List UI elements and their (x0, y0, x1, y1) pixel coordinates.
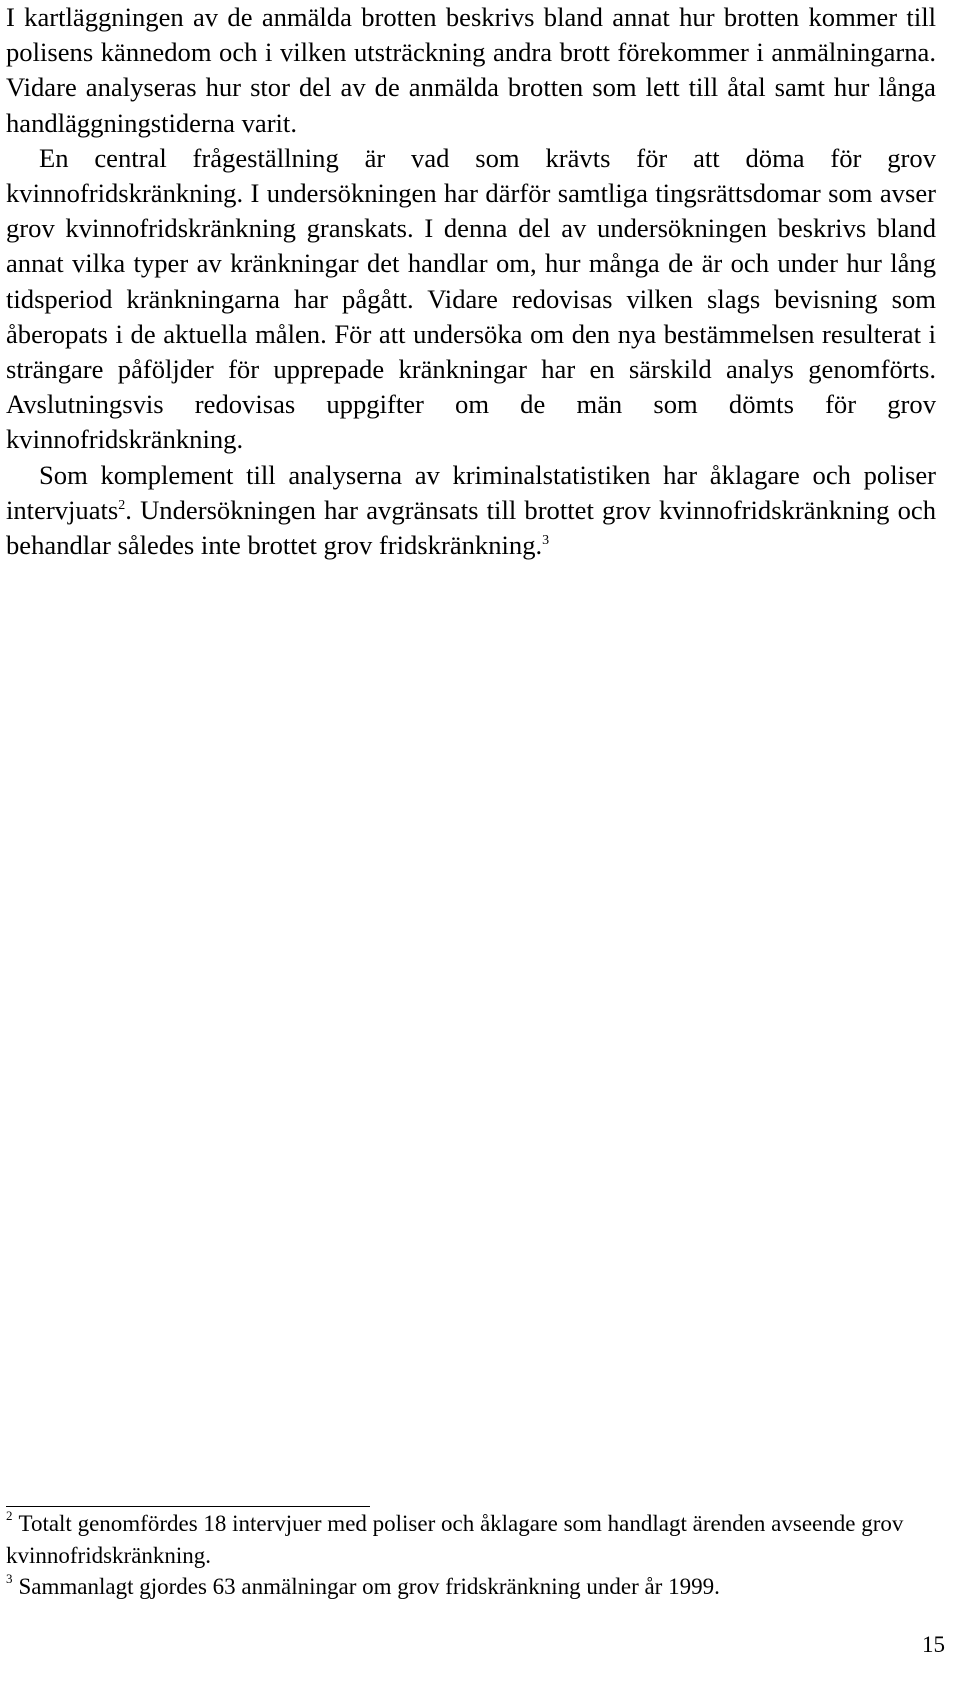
footnote-ref-3[interactable]: 3 (542, 533, 550, 549)
page-number: 15 (922, 1632, 945, 1657)
footnote-marker: 2 (6, 1508, 13, 1523)
footnotes (6, 1508, 936, 1603)
footnote-text: Totalt genomfördes 18 intervjuer med poliser och åklagare som handlagt ärenden avseende grov kvinnofridskränkning. (6, 1511, 904, 1568)
footnote-ref-2[interactable]: 2 (118, 497, 126, 513)
paragraph-3 (6, 458, 936, 564)
paragraph-3-text-b: . Undersökningen har avgränsats till brottet grov kvinnofridskränkning och behandlar således inte brottet grov fridskränkning. (6, 494, 936, 561)
footnote-3 (6, 1571, 936, 1603)
paragraph-2: En central frågeställning är vad som krävts för att döma för grov kvinnofridskränkning. I undersökningen har därför samtliga tingsrättsdomar som avser grov kvinnofridskränkning granskats. I denna del av undersökningen beskrivs bland annat vilka typer av kränkningar det handlar om, hur många de är och under hur lång tidsperiod kränkningarna har pågått. Vidare redovisas vilken slags bevisning som åberopats i de aktuella målen. För att undersöka om den nya bestämmelsen resulterat i strängare påföljder för upprepade kränkningar har en särskild analys genomförts. Avslutningsvis redovisas uppgifter om de män som dömts för grov kvinnofridskränkning. (6, 142, 936, 455)
footnote-2 (6, 1508, 936, 1571)
paragraph-1: I kartläggningen av de anmälda brotten beskrivs bland annat hur brotten kommer till polisens kännedom och i vilken utsträckning andra brott förekommer i anmälningarna. Vidare analyseras hur stor del av de anmälda brotten som lett till åtal samt hur långa handläggningstiderna varit. (6, 2, 936, 138)
document-body (6, 0, 936, 563)
footnote-marker: 3 (6, 1571, 13, 1586)
footnote-text: Sammanlagt gjordes 63 anmälningar om grov fridskränkning under år 1999. (18, 1574, 720, 1599)
paragraph-3-text-a: Som komplement till analyserna av kriminalstatistiken har åklagare och poliser intervjuats (6, 459, 936, 525)
footnote-divider (6, 1506, 370, 1507)
